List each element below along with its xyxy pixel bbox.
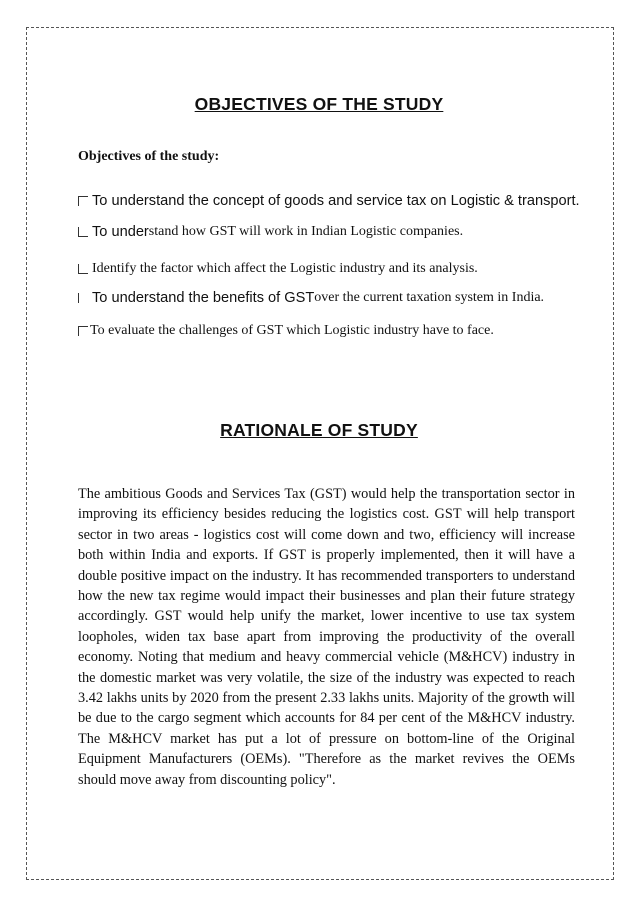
objective-text-b: Identify the factor which affect the Logistic industry and its analysis. [92,261,478,276]
bullet-icon [78,196,88,206]
objective-item [78,224,463,240]
objectives-heading: OBJECTIVES OF THE STUDY [194,94,444,114]
objective-text-a: To understand the concept of goods and service tax on Logistic & transport. [92,193,580,209]
objective-text-b: over the current taxation system in India. [314,290,545,305]
bullet-icon [78,326,88,336]
rationale-paragraph: The ambitious Goods and Services Tax (GST) would help the transportation sector in improving its efficiency besides reducing the logistics cost. GST will help transport sector in two areas - logistics cost will come down and two, efficiency will increase both within India and exports. If GST is properly implemented, then it will have a double positive impact on the industry. It has recommended transporters to understand how the new tax regime would impact their businesses and plan their future strategy accordingly. GST would help unify the market, lower incentive to use tax system loopholes, widen tax base apart from improving the productivity of the overall economy. Noting that medium and heavy commercial vehicle (M&HCV) industry in the domestic market was very volatile, the size of the industry was expected to reach 3.42 lakhs units by 2020 from the present 2.33 lakhs units. Majority of the growth will be due to the cargo segment which accounts for 84 per cent of the M&HCV industry. The M&HCV market has put a lot of pressure on bottom-line of the Original Equipment Manufacturers (OEMs). "Therefore as the market revives the OEMs should move away from discounting policy". [78,486,575,788]
objective-item [78,193,580,209]
objectives-subheading: Objectives of the study: [78,149,220,164]
bullet-icon [78,293,88,303]
objective-item [78,261,478,277]
objective-text-a: To under [92,224,149,240]
objective-item [78,323,494,339]
objective-item [78,290,544,306]
objective-text-a: To understand the benefits of GST [92,290,315,306]
rationale-heading: RATIONALE OF STUDY [220,420,418,440]
objective-text-b: stand how GST will work in Indian Logistic companies. [148,224,464,239]
bullet-icon [78,227,88,237]
bullet-icon [78,264,88,274]
objective-text-b: To evaluate the challenges of GST which Logistic industry have to face. [90,323,494,338]
